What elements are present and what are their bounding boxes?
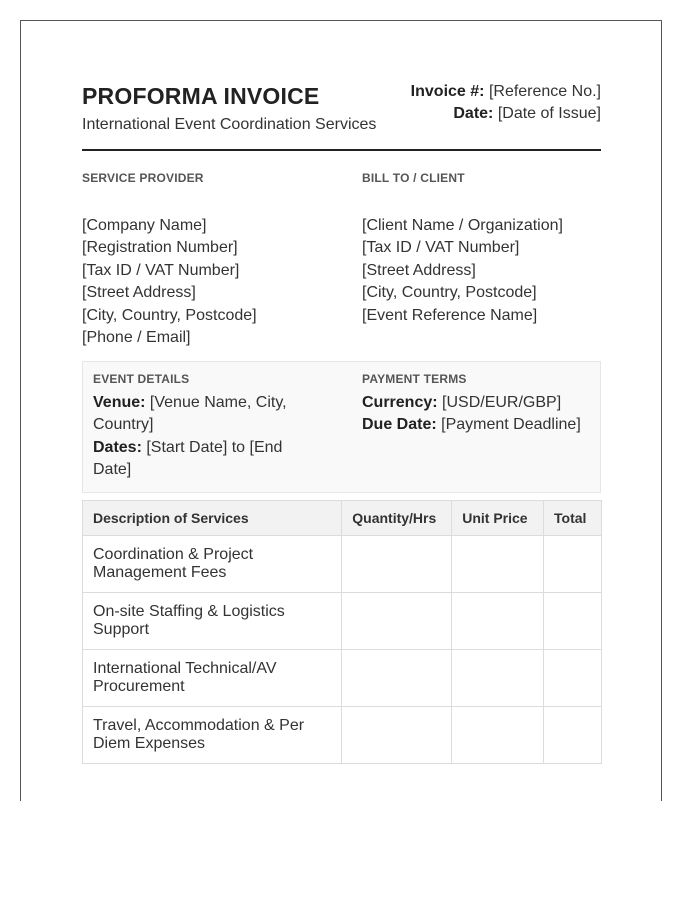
table-row xyxy=(83,707,602,764)
column-header-quantity: Quantity/Hrs xyxy=(342,501,452,536)
provider-line: [Company Name] xyxy=(82,217,207,234)
service-total xyxy=(544,707,602,764)
due-date-line xyxy=(362,414,597,436)
provider-line: [Tax ID / VAT Number] xyxy=(82,261,240,279)
service-unit-price xyxy=(452,707,544,764)
client-line: [Tax ID / VAT Number] xyxy=(362,239,520,257)
table-header-row xyxy=(83,501,602,536)
invoice-header xyxy=(82,83,601,151)
service-description: Coordination & Project Management Fees xyxy=(83,536,342,593)
service-quantity xyxy=(342,593,452,650)
due-date-value: [Payment Deadline] xyxy=(441,416,581,434)
provider-line: [Street Address] xyxy=(82,284,196,302)
service-unit-price xyxy=(452,593,544,650)
event-details-label: EVENT DETAILS xyxy=(93,372,190,386)
invoice-meta xyxy=(411,81,601,125)
service-quantity xyxy=(342,650,452,707)
venue-label: Venue: xyxy=(93,394,146,411)
service-total xyxy=(544,650,602,707)
column-header-unit-price: Unit Price xyxy=(452,501,544,536)
provider-line: [City, Country, Postcode] xyxy=(82,306,257,324)
dates-line xyxy=(93,437,303,482)
currency-label: Currency: xyxy=(362,394,438,411)
payment-terms-lines xyxy=(362,392,597,437)
parties-section xyxy=(82,151,601,361)
event-details-lines xyxy=(93,392,303,482)
column-header-description: Description of Services xyxy=(83,501,342,536)
bill-to-label: BILL TO / CLIENT xyxy=(362,171,465,185)
details-box xyxy=(82,361,601,493)
client-line: [City, Country, Postcode] xyxy=(362,284,537,302)
table-row xyxy=(83,650,602,707)
dates-label: Dates: xyxy=(93,438,142,456)
service-unit-price xyxy=(452,536,544,593)
due-date-label: Due Date: xyxy=(362,416,437,434)
invoice-content xyxy=(82,83,601,493)
service-provider-block xyxy=(82,171,342,349)
service-provider-lines xyxy=(82,215,342,349)
page-title: PROFORMA INVOICE xyxy=(82,83,320,109)
service-unit-price xyxy=(452,650,544,707)
client-line: [Event Reference Name] xyxy=(362,306,538,324)
client-line: [Client Name / Organization] xyxy=(362,217,563,234)
service-quantity xyxy=(342,536,452,593)
table-row xyxy=(83,536,602,593)
currency-line xyxy=(362,392,597,414)
table-row xyxy=(83,593,602,650)
currency-value: [USD/EUR/GBP] xyxy=(442,394,562,411)
service-total xyxy=(544,536,602,593)
invoice-number-value: [Reference No.] xyxy=(488,83,601,100)
provider-line: [Registration Number] xyxy=(82,239,238,257)
invoice-number-line xyxy=(411,81,601,103)
service-total xyxy=(544,593,602,650)
provider-line: [Phone / Email] xyxy=(82,329,191,347)
service-description: International Technical/AV Procurement xyxy=(83,650,342,707)
bill-to-block xyxy=(362,171,622,327)
invoice-date-value: [Date of Issue] xyxy=(497,105,601,122)
page-subtitle: International Event Coordination Services xyxy=(82,116,377,133)
invoice-date-line xyxy=(411,103,601,125)
service-description: Travel, Accommodation & Per Diem Expenses xyxy=(83,707,342,764)
invoice-page xyxy=(20,20,662,801)
payment-terms-block xyxy=(362,372,597,437)
invoice-number-label: Invoice #: xyxy=(410,83,485,100)
payment-terms-label: PAYMENT TERMS xyxy=(362,372,467,386)
service-quantity xyxy=(342,707,452,764)
event-details-block xyxy=(93,372,303,482)
column-header-total: Total xyxy=(544,501,602,536)
service-provider-label: SERVICE PROVIDER xyxy=(82,171,204,185)
bill-to-lines xyxy=(362,215,622,327)
client-line: [Street Address] xyxy=(362,261,476,279)
dates-value: [Start Date] to [End Date] xyxy=(93,438,283,479)
venue-line xyxy=(93,392,303,437)
invoice-date-label: Date: xyxy=(453,105,494,122)
services-table xyxy=(82,500,602,764)
service-description: On-site Staffing & Logistics Support xyxy=(83,593,342,650)
venue-value: [Venue Name, City, Country] xyxy=(93,394,287,434)
